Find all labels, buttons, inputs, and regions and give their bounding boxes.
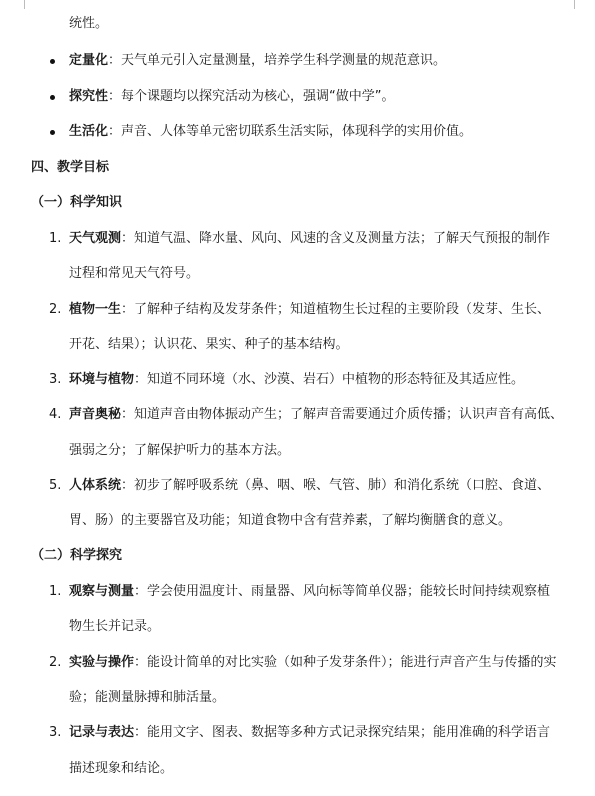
feature-text: 声音、人体等单元密切联系生活实际，体现科学的实用价值。: [121, 124, 473, 139]
list-number: 2.: [49, 302, 62, 317]
item-term: 观察与测量: [69, 584, 135, 599]
list-item-continuation: 过程和常见天气符号。: [69, 266, 200, 281]
feature-item: [69, 88, 395, 106]
item-text: 学会使用温度计、雨量器、风向标等简单仪器；能较长时间持续观察植: [147, 584, 551, 599]
list-item-continuation: 胃、肠）的主要器官及功能；知道食物中含有营养素，了解均衡膳食的意义。: [69, 513, 512, 528]
list-item: [69, 406, 563, 424]
page-corner-mark-left: [10, 0, 25, 9]
list-item-continuation: 开花、结果）；认识花、果实、种子的基本结构。: [69, 337, 349, 352]
list-item: [69, 477, 550, 495]
item-term: 天气观测: [69, 231, 122, 246]
item-term: 植物一生: [69, 302, 122, 317]
item-text: 能用文字、图表、数据等多种方式记录探究结果；能用准确的科学语言: [147, 725, 551, 740]
bullet-marker: [50, 59, 55, 64]
item-separator: ：: [134, 725, 148, 740]
item-text: 知道不同环境（水、沙漠、岩石）中植物的形态特征及其适应性。: [147, 372, 525, 387]
list-number: 5.: [49, 478, 62, 493]
item-text: 知道气温、降水量、风向、风速的含义及测量方法；了解天气预报的制作: [134, 231, 551, 246]
item-term: 实验与操作: [69, 655, 135, 670]
item-separator: ：: [121, 231, 135, 246]
feature-term: 定量化: [69, 53, 109, 68]
item-separator: ：: [121, 478, 135, 493]
list-number: 3.: [49, 372, 62, 387]
item-term: 人体系统: [69, 478, 122, 493]
list-item: [69, 301, 550, 319]
list-item: [69, 724, 550, 742]
feature-separator: ：: [108, 124, 122, 139]
item-separator: ：: [134, 372, 148, 387]
feature-term: 生活化: [69, 124, 109, 139]
item-separator: ：: [134, 584, 148, 599]
list-item-continuation: 物生长并记录。: [69, 619, 161, 634]
list-item: [69, 654, 557, 672]
feature-separator: ：: [108, 89, 122, 104]
feature-separator: ：: [108, 53, 122, 68]
feature-term: 探究性: [69, 89, 109, 104]
list-number: 4.: [49, 407, 62, 422]
item-text: 知道声音由物体振动产生；了解声音需要通过介质传播；认识声音有高低、: [134, 407, 564, 422]
feature-text: 每个课题均以探究活动为核心，强调“做中学”。: [121, 89, 395, 104]
list-item-continuation: 描述现象和结论。: [69, 761, 174, 776]
list-item: [69, 371, 524, 389]
item-text: 初步了解呼吸系统（鼻、咽、喉、气管、肺）和消化系统（口腔、食道、: [134, 478, 551, 493]
list-item: [69, 230, 550, 248]
feature-item: [69, 52, 446, 70]
item-term: 记录与表达: [69, 725, 135, 740]
bullet-marker: [50, 130, 55, 135]
subsection-heading: （二）科学探究: [31, 548, 123, 563]
list-item-continuation: 验；能测量脉搏和肺活量。: [69, 690, 226, 705]
subsection-heading: （一）科学知识: [31, 195, 123, 210]
item-separator: ：: [121, 302, 135, 317]
continuation-text: 统性。: [69, 16, 109, 31]
list-number: 1.: [49, 231, 62, 246]
list-item-continuation: 强弱之分；了解保护听力的基本方法。: [69, 443, 291, 458]
page-corner-mark-right: [574, 0, 589, 9]
feature-text: 天气单元引入定量测量，培养学生科学测量的规范意识。: [121, 53, 447, 68]
list-number: 2.: [49, 655, 62, 670]
list-number: 1.: [49, 584, 62, 599]
feature-item: [69, 123, 472, 141]
item-text: 了解种子结构及发芽条件；知道植物生长过程的主要阶段（发芽、生长、: [134, 302, 551, 317]
item-separator: ：: [121, 407, 135, 422]
list-item: [69, 583, 550, 601]
section-heading: 四、教学目标: [31, 160, 110, 175]
item-term: 声音奥秘: [69, 407, 122, 422]
list-number: 3.: [49, 725, 62, 740]
item-text: 能设计简单的对比实验（如种子发芽条件）；能进行声音产生与传播的实: [147, 655, 557, 670]
item-separator: ：: [134, 655, 148, 670]
item-term: 环境与植物: [69, 372, 135, 387]
bullet-marker: [50, 95, 55, 100]
